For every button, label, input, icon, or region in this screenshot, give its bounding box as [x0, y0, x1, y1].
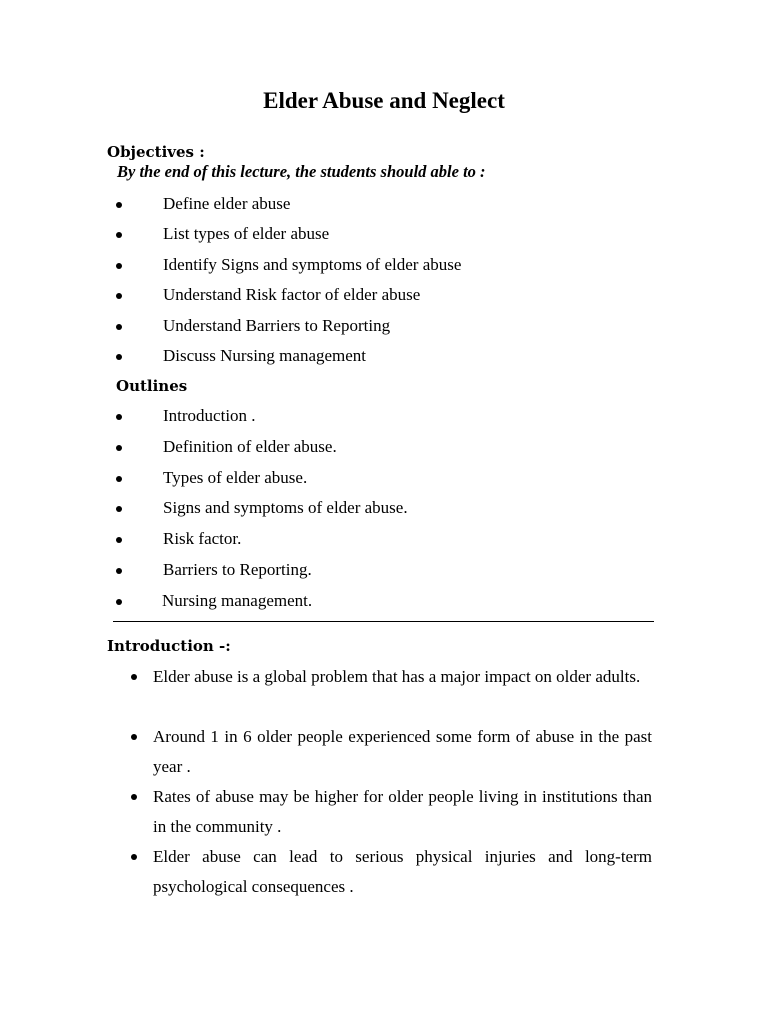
- bullet-icon: [116, 263, 122, 269]
- introduction-point: Around 1 in 6 older people experienced some form of abuse in the past year .: [153, 727, 652, 776]
- list-item: [0, 283, 768, 307]
- bullet-icon: [116, 354, 122, 360]
- bullet-icon: [116, 202, 122, 208]
- list-item: [0, 527, 768, 551]
- bullet-icon: [116, 324, 122, 330]
- list-item: [0, 314, 768, 338]
- list-item: [0, 662, 768, 722]
- document-title: Elder Abuse and Neglect: [263, 88, 505, 113]
- bullet-icon: [116, 232, 122, 238]
- bullet-icon: [116, 476, 122, 482]
- list-item: [0, 782, 768, 842]
- objectives-heading: Objectives :: [107, 143, 205, 161]
- list-item: [0, 496, 768, 520]
- objective-text: Understand Risk factor of elder abuse: [163, 285, 421, 304]
- list-item: [0, 722, 768, 782]
- outline-text: Types of elder abuse.: [163, 468, 308, 487]
- bullet-icon: [116, 414, 122, 420]
- objective-text: Define elder abuse: [163, 194, 291, 213]
- list-item: [0, 253, 768, 277]
- bullet-icon: [116, 599, 122, 605]
- bullet-icon: [116, 568, 122, 574]
- introduction-heading-suffix: -:: [213, 637, 231, 655]
- introduction-heading-text: Introduction: [107, 637, 214, 655]
- introduction-point: Elder abuse can lead to serious physical injuries and long-term psychological consequences .: [153, 847, 652, 896]
- bullet-icon: [116, 445, 122, 451]
- list-item: [0, 404, 768, 428]
- bullet-icon: [116, 293, 122, 299]
- list-item: [0, 466, 768, 490]
- list-item: [0, 558, 768, 582]
- outline-text: Barriers to Reporting.: [163, 560, 312, 579]
- outline-text: Signs and symptoms of elder abuse.: [163, 498, 408, 517]
- bullet-icon: [131, 674, 137, 680]
- outline-text: Risk factor.: [163, 529, 242, 548]
- bullet-icon: [131, 854, 137, 860]
- bullet-icon: [116, 537, 122, 543]
- list-item: [0, 222, 768, 246]
- bullet-icon: [131, 734, 137, 740]
- objective-text: List types of elder abuse: [163, 224, 330, 243]
- list-item: [0, 589, 768, 613]
- bullet-icon: [131, 794, 137, 800]
- objective-text: Understand Barriers to Reporting: [163, 316, 391, 335]
- outline-text: Nursing management.: [162, 591, 313, 610]
- objectives-intro: By the end of this lecture, the students should able to :: [117, 162, 486, 181]
- introduction-heading: [107, 636, 231, 656]
- list-item: [0, 344, 768, 368]
- outline-text: Definition of elder abuse.: [163, 437, 337, 456]
- list-item: [0, 842, 768, 902]
- introduction-point: Elder abuse is a global problem that has a major impact on older adults.: [153, 667, 641, 686]
- list-item: [0, 435, 768, 459]
- outline-text: Introduction .: [163, 406, 256, 425]
- introduction-point: Rates of abuse may be higher for older people living in institutions than in the community .: [153, 787, 652, 836]
- objective-text: Discuss Nursing management: [163, 346, 367, 365]
- bullet-icon: [116, 506, 122, 512]
- list-item: [0, 192, 768, 216]
- outlines-heading: Outlines: [116, 377, 188, 395]
- section-divider: [113, 621, 654, 622]
- objective-text: Identify Signs and symptoms of elder abuse: [163, 255, 462, 274]
